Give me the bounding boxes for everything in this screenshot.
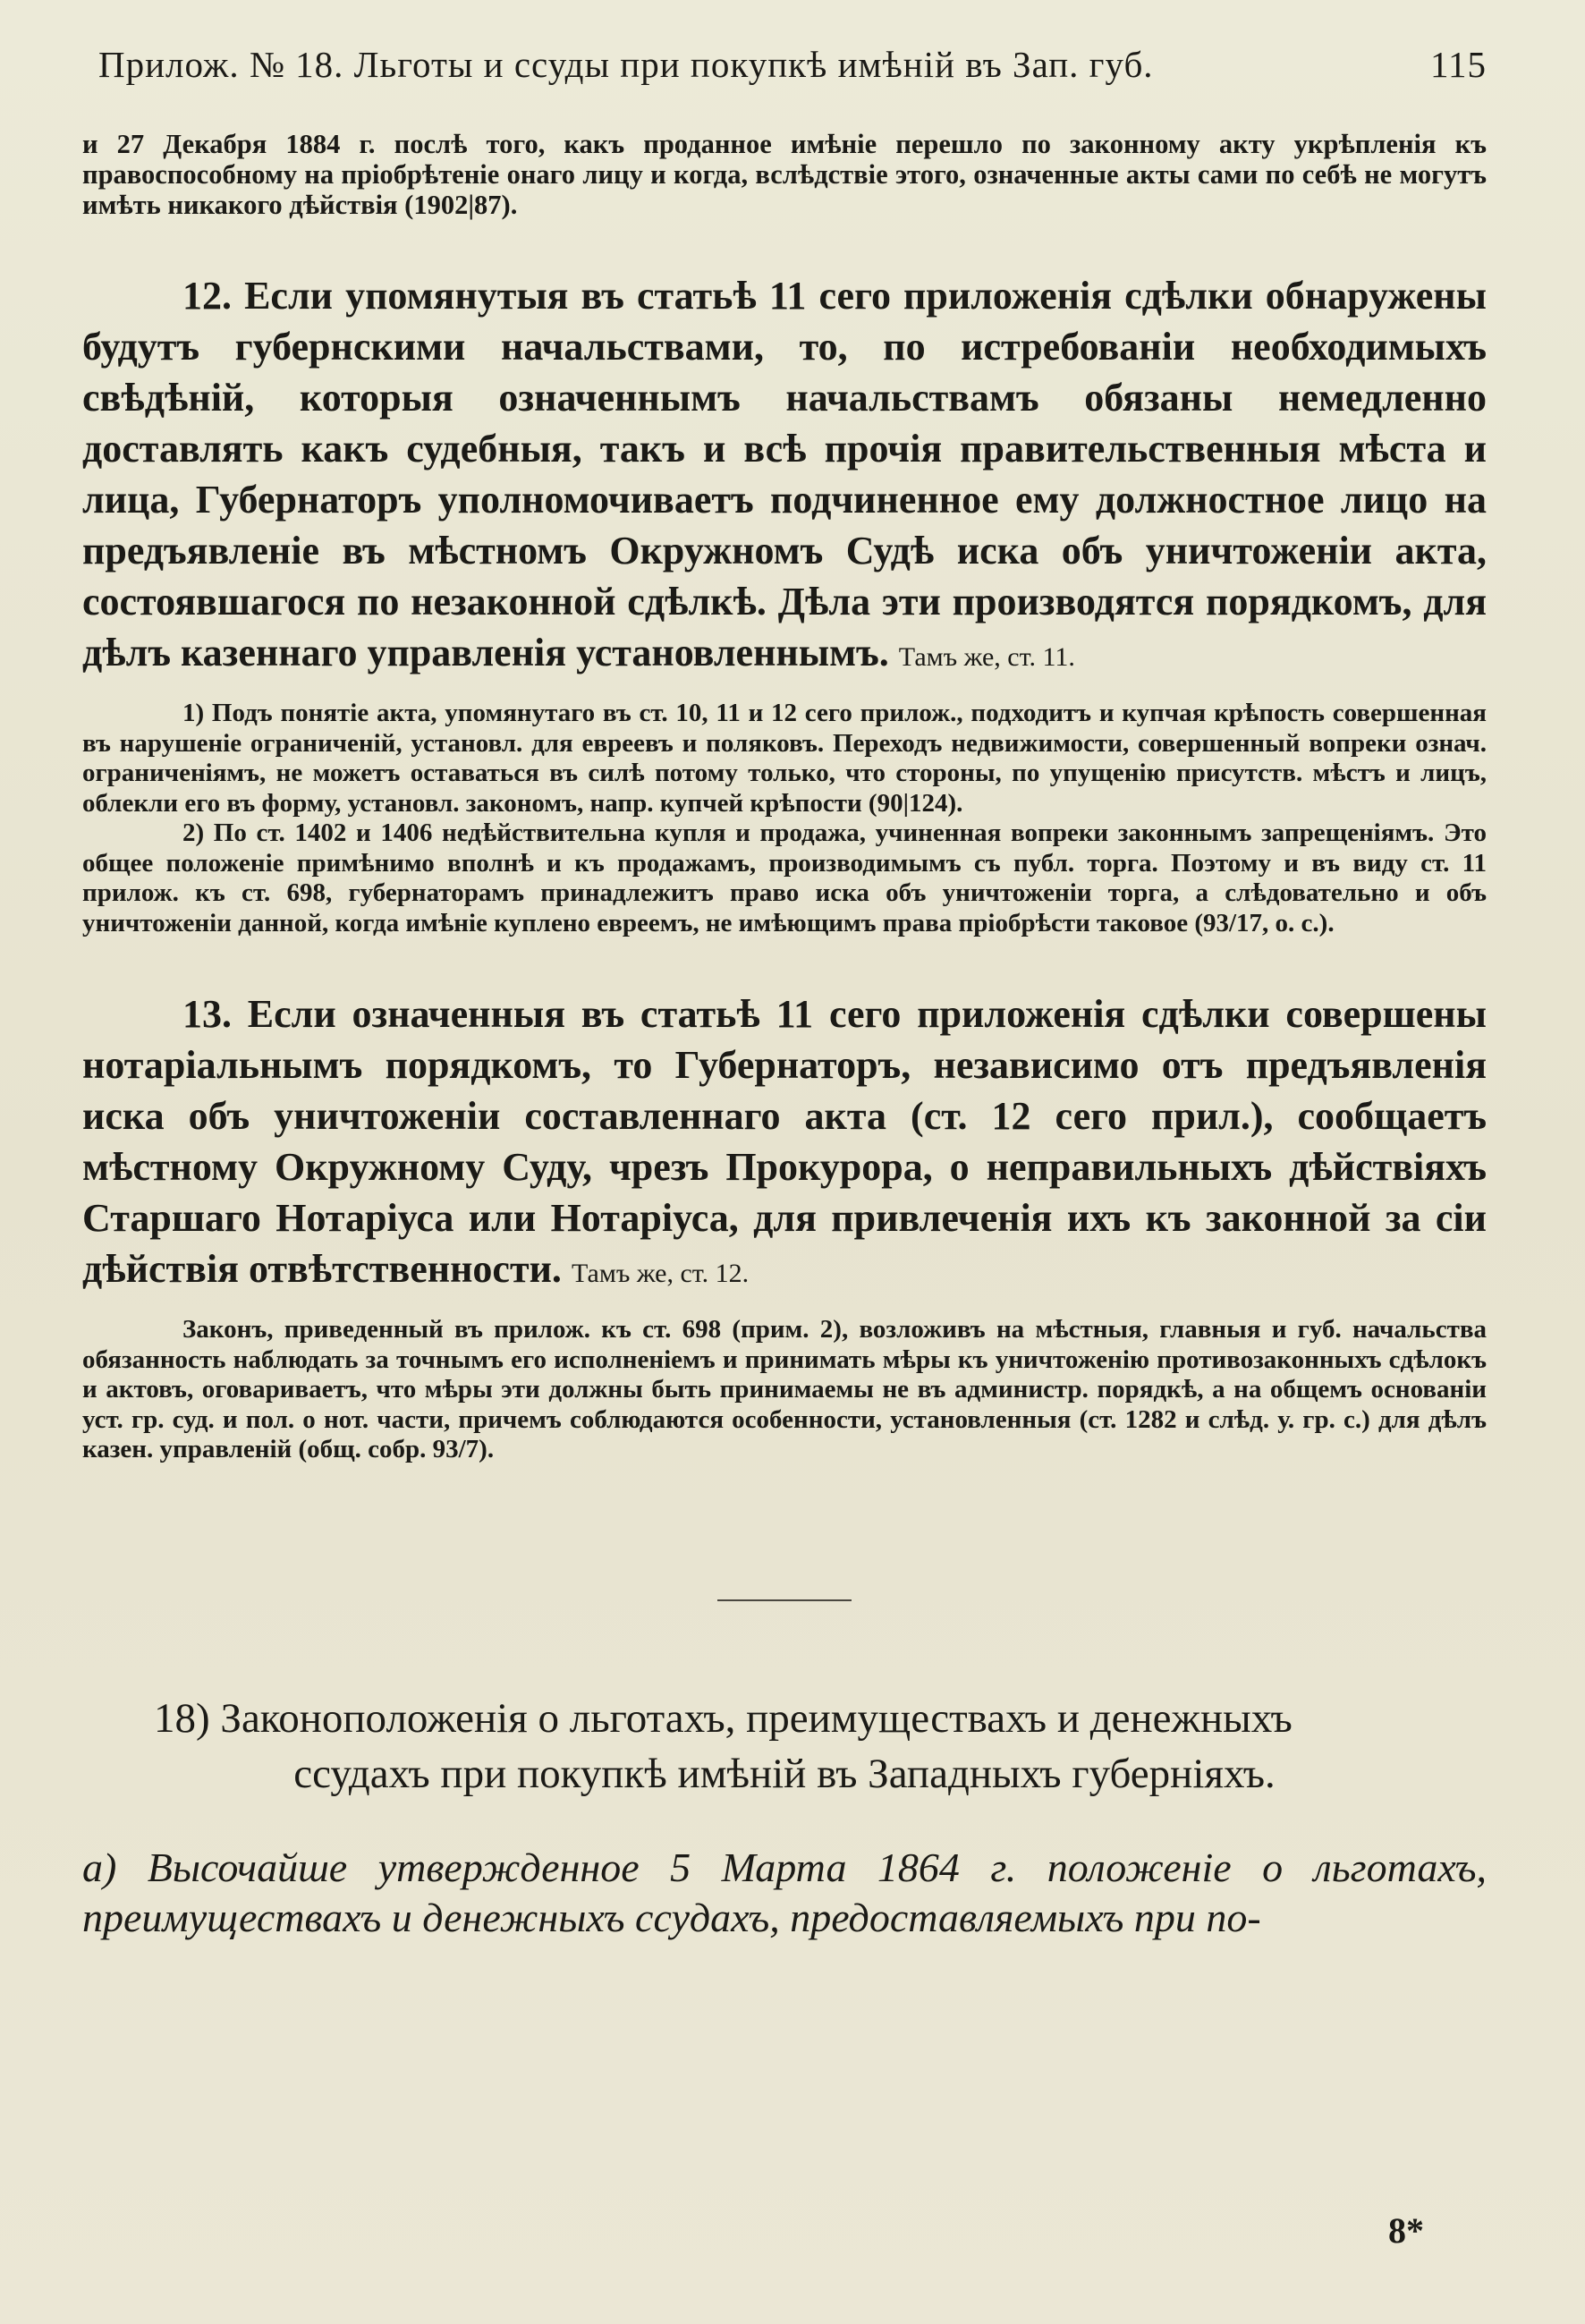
article-13-text: 13. Если означенныя въ статьѣ 11 сего приложенія сдѣлки совершены нотаріальнымъ порядкомъ, то Губернаторъ, независимо отъ предъявленія иска объ уничтоженіи составленнаго акта (ст. 12 сего прил.), сообщаетъ мѣстному Окружному Суду, чрезъ Прокурора, о неправильныхъ дѣйствіяхъ Старшаго Нотаріуса или Нотаріуса, для привлеченія ихъ къ законной за сіи дѣйствія отвѣтственности.: [82, 992, 1487, 1291]
intro-paragraph: и 27 Декабря 1884 г. послѣ того, какъ проданное имѣніе перешло по законному акту укрѣпленія къ правоспособному на пріобрѣтеніе онаго лицу и когда, вслѣдствіе этого, означенные акты сами по себѣ не могутъ имѣть никакого дѣйствія (1902|87).: [82, 129, 1487, 220]
article-12: [82, 270, 1487, 683]
note-13: Законъ, приведенный въ прилож. къ ст. 698 (прим. 2), возложивъ на мѣстныя, главныя и губ. начальства обязанность наблюдать за точнымъ его исполненіемъ и принимать мѣры къ уничтоженію противозаконныхъ сдѣлокъ и актовъ, оговариваетъ, что мѣры эти должны быть принимаемы не въ администр. порядкѣ, а на общемъ основаніи уст. гр. суд. и пол. о нот. части, причемъ соблюдаются особенности, установленныя (ст. 1282 и слѣд. у. гр. с.) для дѣлъ казен. управленій (общ. собр. 93/7).: [82, 1315, 1487, 1463]
article-12-source: Тамъ же, ст. 11.: [898, 642, 1075, 672]
signature-mark: 8*: [1388, 2210, 1424, 2251]
article-13-source: Тамъ же, ст. 12.: [571, 1259, 750, 1288]
section-heading-line1: 18) Законоположенія о льготахъ, преимуществахъ и денежныхъ: [154, 1694, 1293, 1742]
page-number: 115: [1430, 44, 1487, 85]
note-12-2: 2) По ст. 1402 и 1406 недѣйствительна купля и продажа, учиненная вопреки законнымъ запрещеніямъ. Это общее положеніе примѣнимо вполнѣ и къ продажамъ, производимымъ съ публ. торга. Поэтому и въ виду ст. 11 прилож. къ ст. 698, губернаторамъ принадлежитъ право иска объ уничтоженіи торга, а слѣдовательно и объ уничтоженіи данной, когда имѣніе куплено евреемъ, не имѣющимъ права пріобрѣсти таковое (93/17, о. с.).: [82, 818, 1487, 937]
section-heading-line2: ссудахъ при покупкѣ имѣній въ Западныхъ губерніяхъ.: [293, 1750, 1276, 1797]
running-title: Прилож. № 18. Льготы и ссуды при покупкѣ имѣній въ Зап. губ.: [98, 44, 1154, 85]
running-header: [82, 43, 1487, 86]
note-12-1: 1) Подъ понятіе акта, упомянутаго въ ст. 10, 11 и 12 сего прилож., подходитъ и купчая крѣпость совершенная въ нарушеніе ограниченій, установл. для евреевъ и поляковъ. Переходъ недвижимости, совершенный вопреки означ. ограниченіямъ, не можетъ оставаться въ силѣ потому только, что стороны, по упущенію присутств. мѣстъ и лицъ, облекли его въ форму, установл. закономъ, напр. купчей крѣпости (90|124).: [82, 699, 1487, 818]
section-heading: [82, 1691, 1487, 1802]
article-12-text: 12. Если упомянутыя въ статьѣ 11 сего приложенія сдѣлки обнаружены будутъ губернскими начальствами, то, по истребованіи необходимыхъ свѣдѣній, которыя означеннымъ начальствамъ обязаны немедленно доставлять какъ судебныя, такъ и всѣ прочія правительственныя мѣста и лица, Губернаторъ уполномочиваетъ подчиненное ему должностное лицо на предъявленіе въ мѣстномъ Окружномъ Судѣ иска объ уничтоженіи акта, состоявшагося по незаконной сдѣлкѣ. Дѣла эти производятся порядкомъ, для дѣлъ казеннаго управленія установленнымъ.: [82, 274, 1487, 674]
article-13: [82, 988, 1487, 1299]
section-subheading: а) Высочайше утвержденное 5 Марта 1864 г. положеніе о льготахъ, преимуществахъ и денежныхъ ссудахъ, предоставляемыхъ при по-: [82, 1844, 1487, 1940]
section-divider: [717, 1599, 852, 1601]
